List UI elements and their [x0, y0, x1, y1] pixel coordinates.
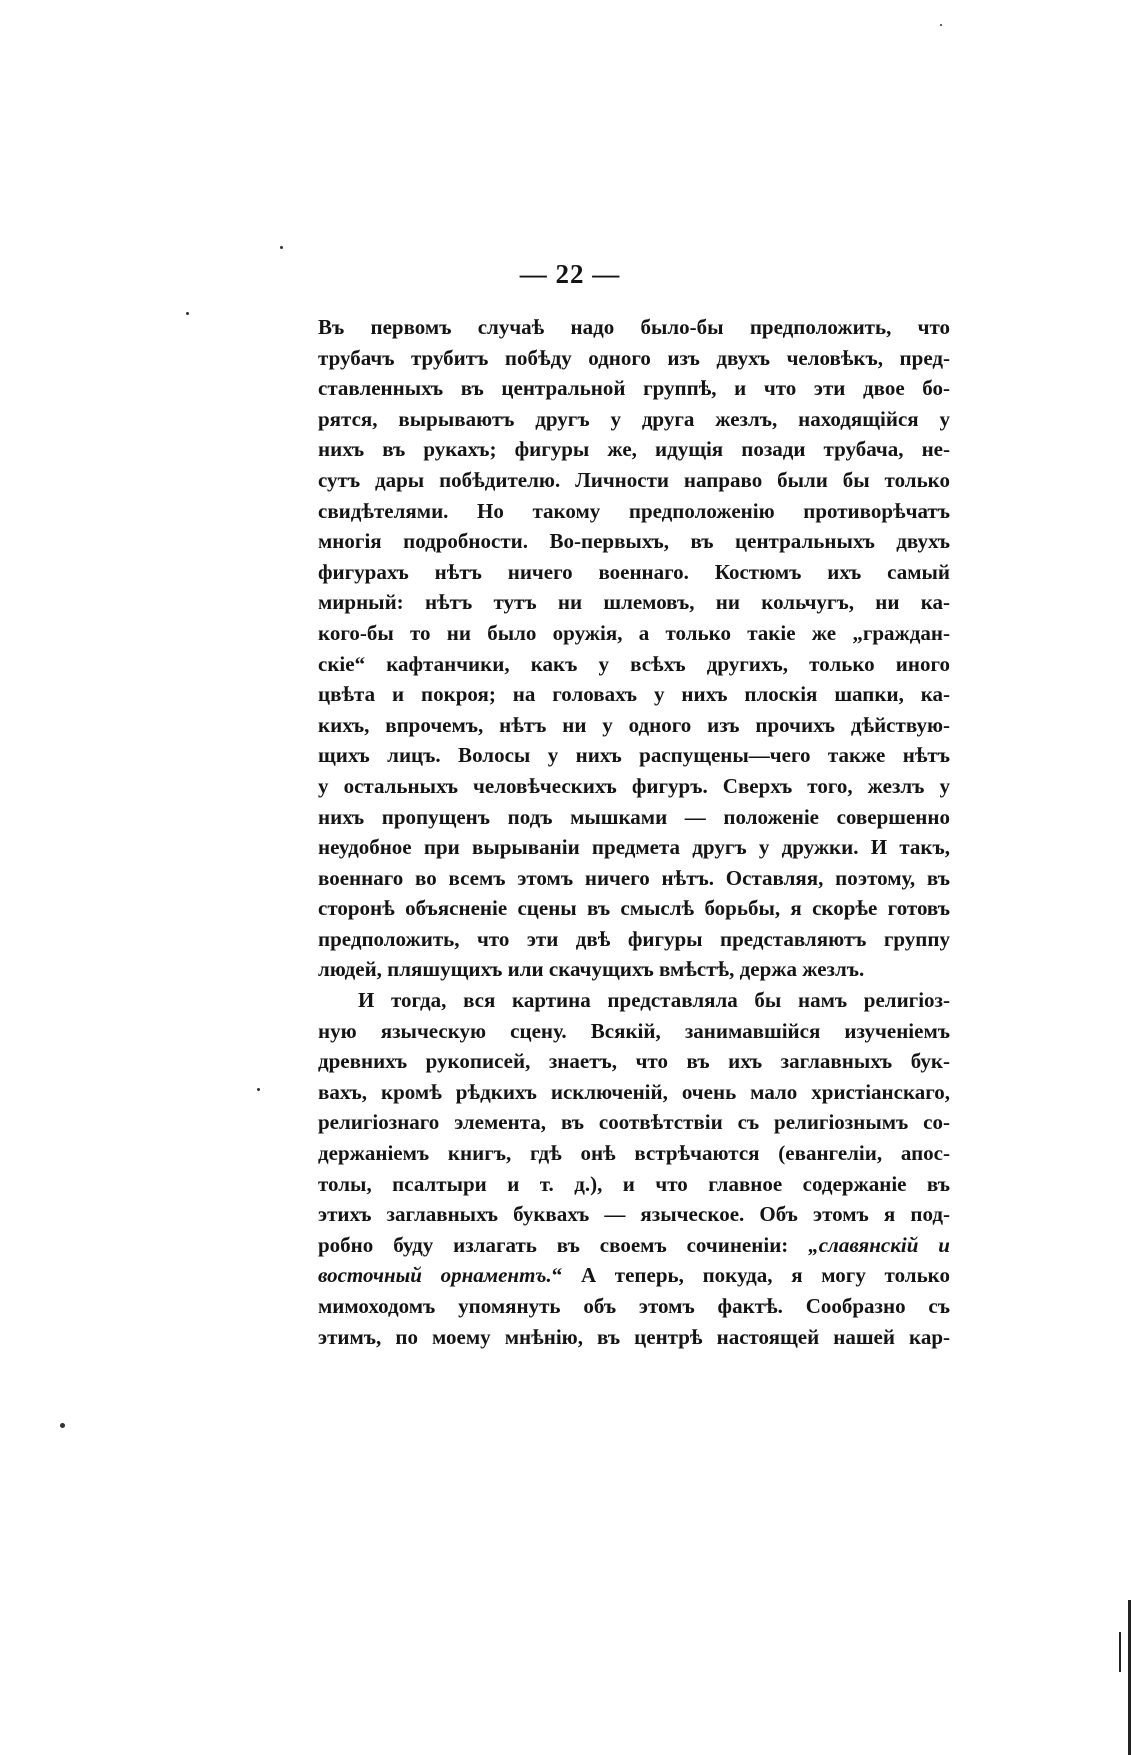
text-line: рятся, вырываютъ другъ у друга жезлъ, находящійся у — [318, 406, 950, 431]
text-line: скіе“ кафтанчики, какъ у всѣхъ другихъ, только иного — [318, 651, 950, 676]
text-line: цвѣта и покроя; на головахъ у нихъ плоскія шапки, ка- — [318, 682, 950, 707]
text-line: вахъ, кромѣ рѣдкихъ исключеній, очень мало христіанскаго, — [318, 1079, 950, 1104]
text-line-with-italic — [318, 1260, 950, 1291]
scan-speck — [186, 312, 189, 315]
paragraph-end-line: людей, пляшущихъ или скачущихъ вмѣстѣ, держа жезлъ. — [318, 957, 865, 982]
text-line: свидѣтелями. Но такому предположенію противорѣчатъ — [318, 498, 950, 523]
text-line: держаніемъ книгъ, гдѣ онѣ встрѣчаются (евангеліи, апос- — [318, 1141, 950, 1166]
text-line: кого-бы то ни было оружія, а только такіе же „граждан- — [318, 620, 950, 645]
text-line: мимоходомъ упомянуть объ этомъ фактѣ. Сообразно съ — [318, 1294, 950, 1318]
italic-title-part-1: „славянскій и — [808, 1232, 950, 1257]
text-line: этихъ заглавныхъ буквахъ — языческое. Объ этомъ я под- — [318, 1202, 950, 1227]
paragraph-start-line: И тогда, вся картина представляла бы намъ религіоз- — [358, 988, 950, 1013]
text-line: у остальныхъ человѣческихъ фигуръ. Сверхъ того, жезлъ у — [318, 773, 950, 798]
text-line: трубачъ трубитъ побѣду одного изъ двухъ человѣкъ, пред- — [318, 345, 950, 370]
text-line: щихъ лицъ. Волосы у нихъ распущены—чего также нѣтъ — [318, 743, 950, 768]
scan-edge-mark — [1128, 1600, 1131, 1755]
scan-speck — [940, 24, 942, 26]
text-line: неудобное при вырываніи предмета другъ у дружки. И такъ, — [318, 835, 950, 860]
text-line: Въ первомъ случаѣ надо было-бы предположить, что — [318, 315, 950, 339]
scan-speck — [60, 1423, 65, 1428]
line-text: робно буду излагать въ своемъ сочиненіи: — [318, 1232, 809, 1257]
text-line: предположить, что эти двѣ фигуры представляютъ группу — [318, 926, 950, 951]
text-line: ставленныхъ въ центральной группѣ, и что эти двое бо- — [318, 376, 950, 401]
text-line: мирный: нѣтъ тутъ ни шлемовъ, ни кольчугъ, ни ка- — [318, 590, 950, 615]
page-number: — 22 — — [519, 259, 621, 289]
text-line: нихъ въ рукахъ; фигуры же, идущія позади трубача, не- — [318, 437, 950, 462]
text-line: кихъ, впрочемъ, нѣтъ ни у одного изъ прочихъ дѣйствую- — [318, 712, 950, 737]
italic-title-part-2: восточный орнаментъ. — [318, 1263, 552, 1288]
text-line: сторонѣ объясненіе сцены въ смыслѣ борьбы, я скорѣе готовъ — [318, 896, 950, 921]
text-line: этимъ, по моему мнѣнію, въ центрѣ настоящей нашей кар- — [318, 1324, 950, 1349]
body-text — [318, 312, 950, 1352]
text-line: многія подробности. Во-первыхъ, въ центральныхъ двухъ — [318, 529, 950, 554]
text-line: военнаго во всемъ этомъ ничего нѣтъ. Оставляя, поэтому, въ — [318, 865, 950, 890]
text-line: фигурахъ нѣтъ ничего военнаго. Костюмъ ихъ самый — [318, 559, 950, 584]
text-line: ную языческую сцену. Всякій, занимавшійся изученіемъ — [318, 1018, 950, 1043]
text-line: нихъ пропущенъ подъ мышками — положеніе совершенно — [318, 804, 950, 829]
scan-speck — [280, 246, 283, 249]
text-line: древнихъ рукописей, знаетъ, что въ ихъ заглавныхъ бук- — [318, 1049, 950, 1074]
scan-speck — [257, 1088, 260, 1091]
line-text: А теперь, покуда, я могу только — [562, 1263, 950, 1288]
scan-edge-mark — [1119, 1632, 1121, 1672]
closing-quote: “ — [551, 1263, 563, 1288]
text-line-with-italic — [318, 1230, 950, 1261]
text-line: сутъ дары побѣдителю. Личности направо были бы только — [318, 467, 950, 492]
text-line: толы, псалтыри и т. д.), и что главное содержаніе въ — [318, 1171, 950, 1196]
text-line: религіознаго элемента, въ соотвѣтствіи съ религіознымъ со- — [318, 1110, 950, 1135]
